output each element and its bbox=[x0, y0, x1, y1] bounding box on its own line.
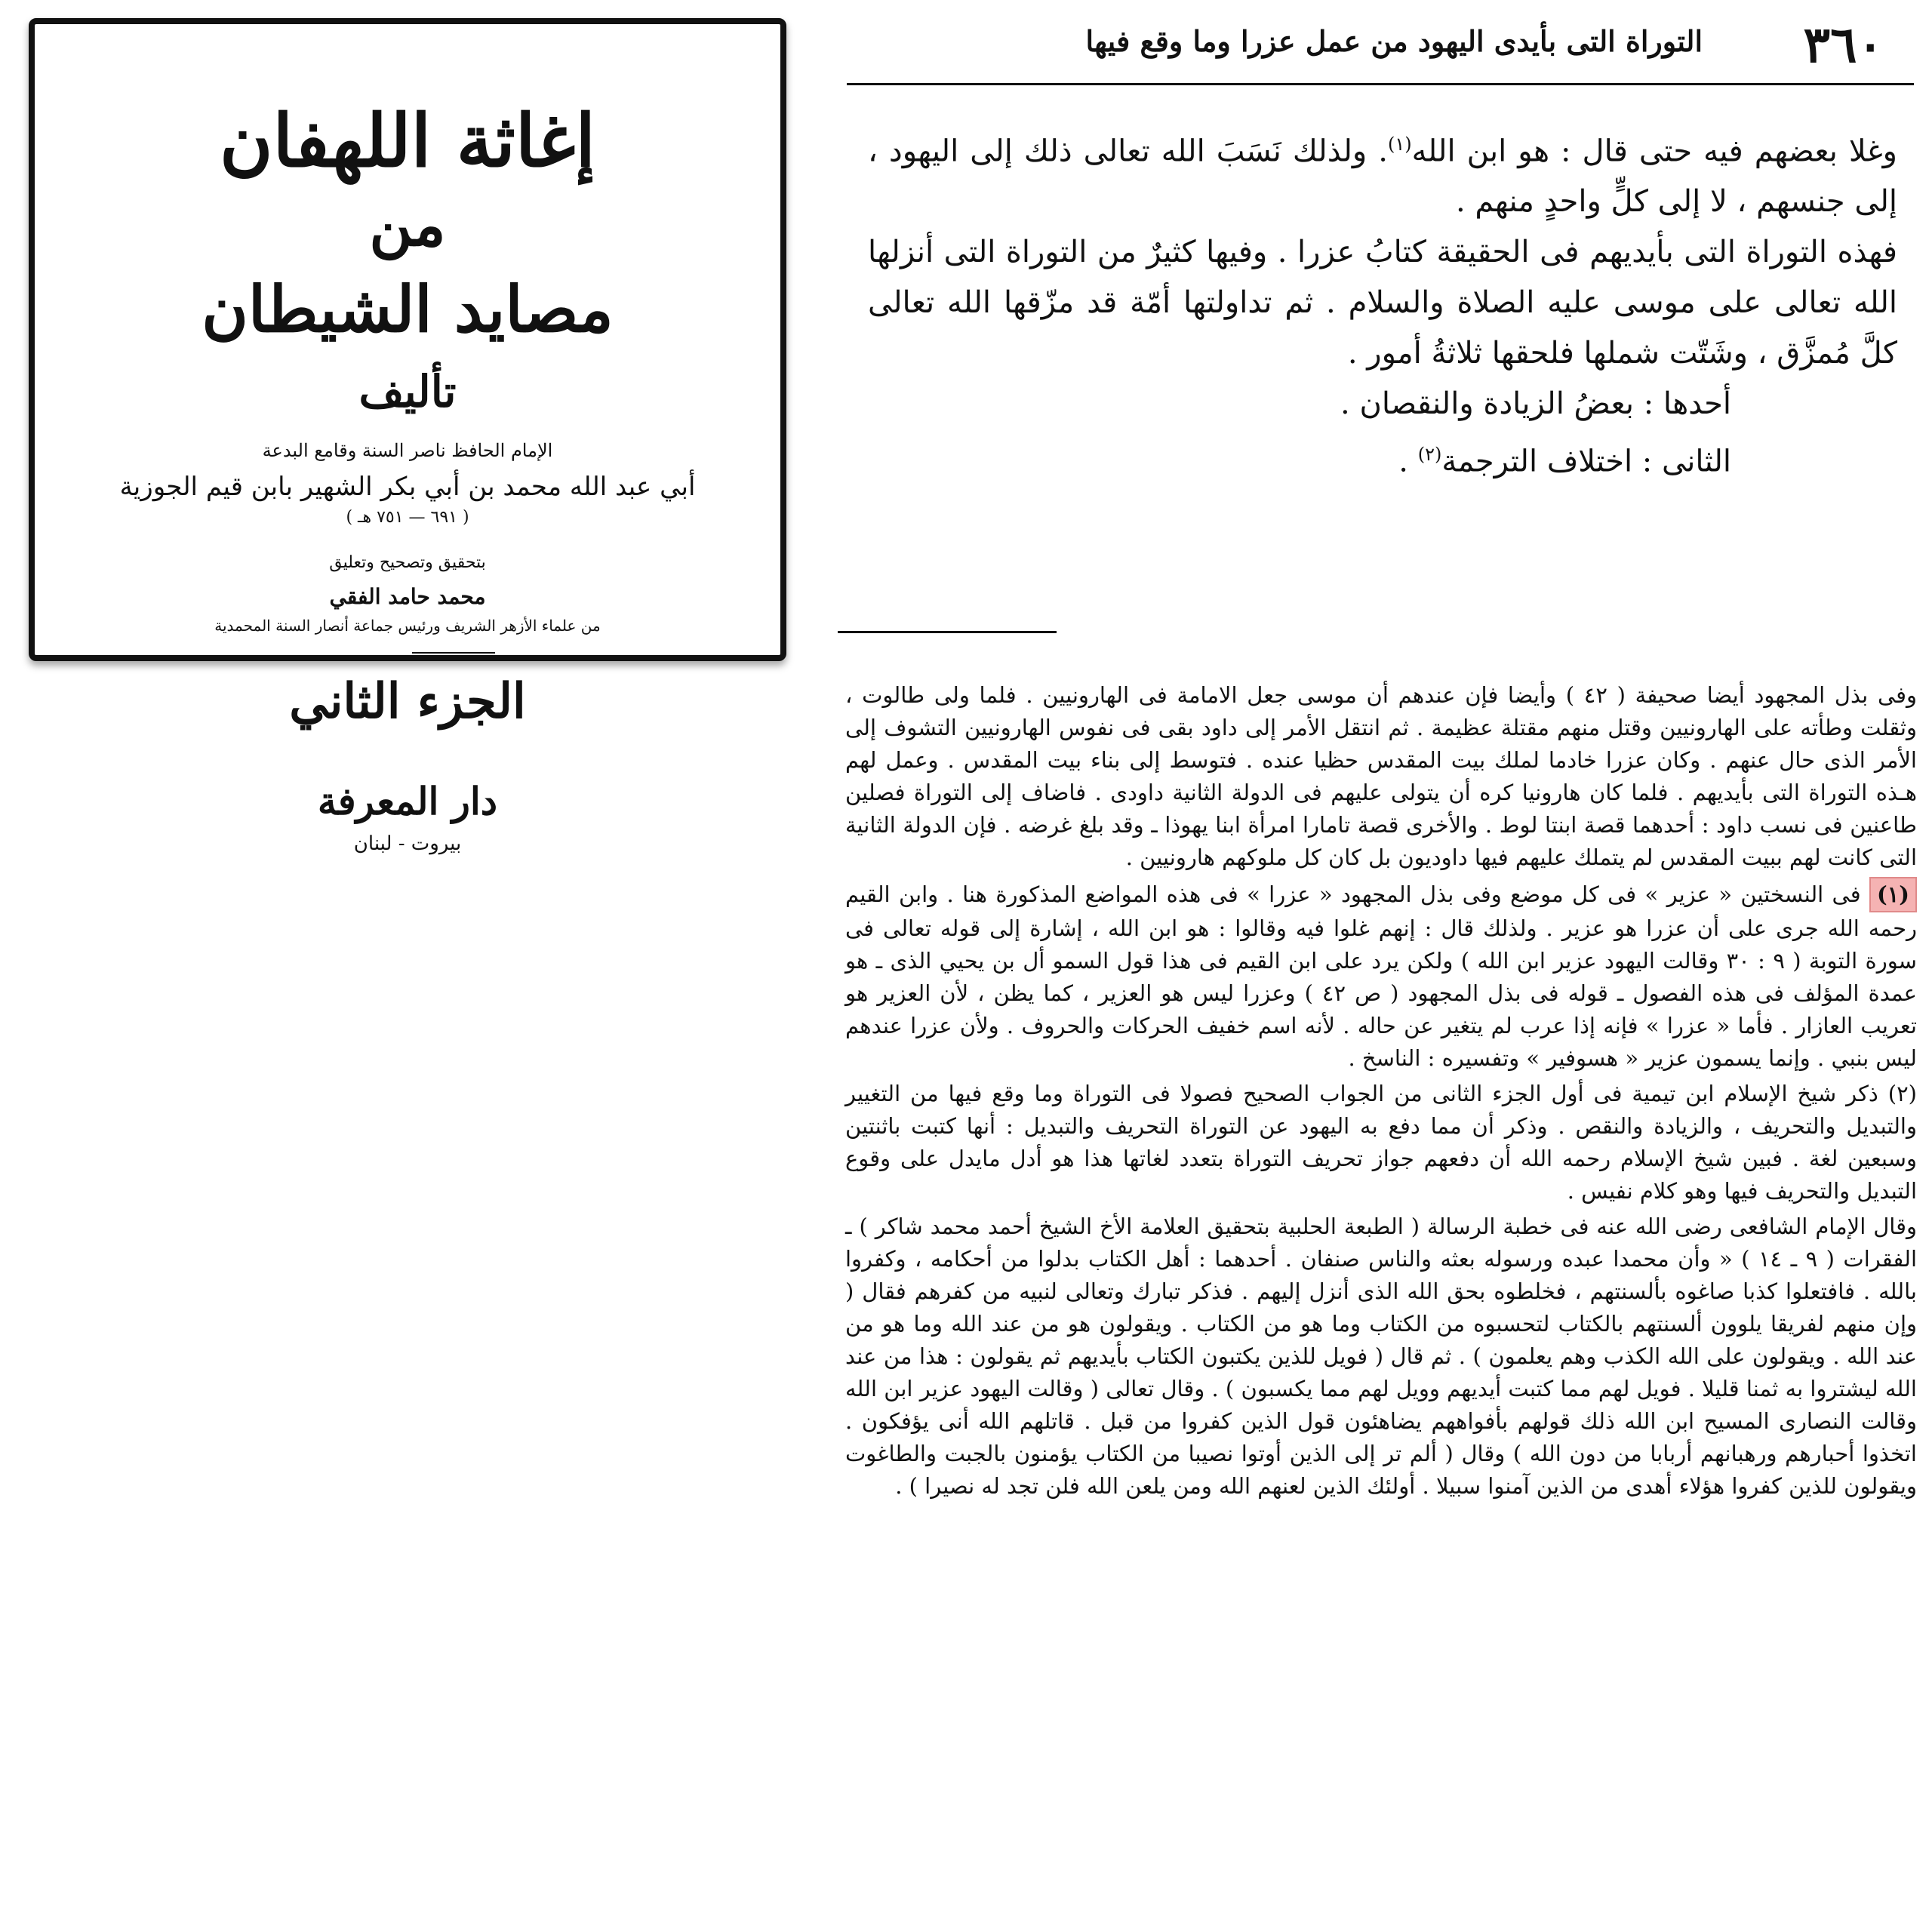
header-rule bbox=[847, 83, 1914, 85]
footnote-ref-1[interactable]: (١) bbox=[1387, 134, 1412, 155]
cover-authored-by: تأليف bbox=[358, 366, 457, 417]
cover-imam-epithet: الإمام الحافظ ناصر السنة وقامع البدعة bbox=[262, 440, 553, 461]
cover-part: الجزء الثاني bbox=[289, 673, 526, 730]
footnote-1-marker: (١) bbox=[1869, 877, 1917, 912]
cover-edited-by: بتحقيق وتصحيح وتعليق bbox=[329, 553, 486, 572]
cover-city: بيروت - لبنان bbox=[353, 832, 462, 855]
footnote-3: وقال الإمام الشافعى رضى الله عنه فى خطبة الرسالة ( الطبعة الحلبية بتحقيق العلامة الأخ الشيخ أحمد محمد شاكر ) ـ الفقرات ( ٩ ـ ١٤ ) « وأن محمدا عبده ورسوله بعثه والناس صنفان . أحدهما : أهل الكتاب بدلوا من أحكامه ، وكفروا بالله . فافتعلوا كذبا صاغوه بألسنتهم ، فخلطوه بحق الله الذى أنزل إليهم . فذكر تبارك وتعالى لنبيه من كفرهم فقال ( وإن منهم لفريقا يلوون ألسنتهم بالكتاب لتحسبوه من الكتاب وما هو من الكتاب . ويقولون هو من عند الله وما هو من عند الله . ويقولون على الله الكذب وهم يعلمون ) . ثم قال ( فويل للذين يكتبون الكتاب بأيديهم ثم يقولون : هذا من عند الله ليشتروا به ثمنا قليلا . فويل لهم مما كتبت أيديهم وويل لهم مما يكسبون ) . وقال تعالى ( وقالت اليهود عزير ابن الله وقالت النصارى المسيح ابن الله ذلك قولهم بأفواههم يضاهئون قول الذين كفروا من قبل . قاتلهم الله أنى يؤفكون . اتخذوا أحبارهم ورهبانهم أربابا من دون الله ) وقال ( ألم تر إلى الذين أوتوا نصيبا من الكتاب يؤمنون بالجبت والطاغوت ويقولون للذين كفروا هؤلاء أهدى من الذين آمنوا سبيلا . أولئك الذين لعنهم الله ومن يلعن الله فلن تجد له نصيرا ) . bbox=[845, 1214, 1917, 1499]
main-paragraph-1 bbox=[868, 119, 1897, 227]
footnotes bbox=[845, 679, 1917, 1506]
footnote-ref-2[interactable]: (٢) bbox=[1417, 444, 1442, 466]
main-text bbox=[868, 119, 1897, 488]
cover-editor: محمد حامد الفقي bbox=[329, 584, 486, 609]
main-p1-text-end: . ولذلك نَسَبَ الله تعالى ذلك إلى اليهود ، إلى جنسهم ، لا إلى كلٍّ واحدٍ منهم . bbox=[868, 134, 1897, 220]
cover-editor-desc: من علماء الأزهر الشريف ورئيس جماعة أنصار السنة المحمدية bbox=[214, 617, 601, 635]
main-p1-text: وغلا بعضهم فيه حتى قال : هو ابن الله bbox=[1411, 134, 1897, 169]
main-item-1: أحدها : بعضُ الزيادة والنقصان . bbox=[1340, 386, 1731, 422]
main-p4-text: الثانى : اختلاف الترجمة bbox=[1441, 444, 1731, 479]
page-number: ٣٦٠ bbox=[1803, 15, 1884, 74]
main-p4-text-end: . bbox=[1398, 444, 1418, 479]
running-title: التوراة التى بأيدى اليهود من عمل عزرا وما وقع فيها bbox=[1085, 24, 1703, 58]
cover-dates: ( ٦٩١ — ٧٥١ هـ ) bbox=[346, 508, 469, 527]
cover-from: من bbox=[369, 191, 446, 260]
footnote-2: (٢) ذكر شيخ الإسلام ابن تيمية فى أول الجزء الثانى من الجواب الصحيح فصولا فى التوراة وما وقع فيها من التغيير والتبديل والتحريف ، والزيادة والنقص . وذكر أن مما دفع به اليهود عن التوراة التحريف والتبديل : أنها كتبت باثنتين وسبعين لغة . فبين شيخ الإسلام رحمه الله أن دفعهم جواز تحريف التوراة بتعدد لغاتها هذا هو أدل مايدل على وقوع التبديل والتحريف فيها وهو كلام نفيس . bbox=[845, 1081, 1917, 1204]
cover-author: أبي عبد الله محمد بن أبي بكر الشهير بابن قيم الجوزية bbox=[119, 472, 696, 502]
cover-divider bbox=[412, 652, 495, 654]
footnote-continuation: وفى بذل المجهود أيضا صحيفة ( ٤٢ ) وأيضا فإن عندهم أن موسى جعل الامامة فى الهارونيين . فلما ولى طالوت ، وثقلت وطأته على الهارونيين وقتل منهم مقتلة عظيمة . ثم انتقل الأمر إلى داود بقى فى نفوس الهارونيين التشوف إلى الأمر الذى حال عنهم . وكان عزرا خادما لملك بيت المقدس حظيا عنده . فتوسط إلى بناء بيت المقدس . وعمل لهم هـذه التوراة التى بأيديهم . فلما كان هارونيا كره أن يتولى عليهم فى الدولة الثانية داودى . فاضاف إلى التوراة فصلين طاعنين فى نسب داود : أحدهما قصة ابنتا لوط . والأخرى قصة تامارا امرأة ابنا يهوذا ـ وقد بلغ غرضه . فإن الدولة الثانية التى كانت لهم ببيت المقدس لم يتملك عليهم فيها داوديون بل كان كل ملوكهم هارونيين . bbox=[845, 682, 1917, 870]
cover-title: إغاثة اللهفان bbox=[220, 98, 595, 183]
book-page bbox=[838, 8, 1929, 1924]
main-item-2 bbox=[868, 429, 1897, 487]
main-paragraph-2: فهذه التوراة التى بأيديهم فى الحقيقة كتابُ عزرا . وفيها كثيرٌ من التوراة التى أنزلها الله تعالى على موسى عليه الصلاة والسلام . ثم تداولتها أمّة قد مزّقها الله تعالى كلَّ مُمزَّق ، وشَتّت شملها فلحقها ثلاثةُ أمور . bbox=[868, 235, 1898, 371]
footnote-rule bbox=[838, 631, 1057, 633]
footnote-1 bbox=[845, 877, 1917, 1075]
cover-publisher: دار المعرفة bbox=[317, 779, 498, 823]
cover-subtitle: مصايد الشيطان bbox=[202, 272, 614, 346]
book-cover bbox=[29, 18, 786, 855]
footnote-1-text: فى النسختين « عزير » فى كل موضع وفى بذل المجهود « عزرا » فى هذه المواضع المذكورة هنا . وابن القيم رحمه الله جرى على أن عزرا هو عزير . ولذلك قال : إنهم غلوا فيه وقالوا : هو ابن الله ، إشارة إلى قوله تعالى فى سورة التوبة ( ٩ : ٣٠ وقالت اليهود عزير ابن الله ) ولكن يرد على ابن القيم فى هذا قول السمو أل بن يحيي الذى ـ هو عمدة المؤلف فى هذه الفصول ـ قوله فى بذل المجهود ( ص ٤٢ ) وعزرا ليس هو العزير ، كما يظن ، لأن العزير هو تعريب العازار . فأما « عزرا » فإنه إذا عرب لم يتغير عن حاله . لأنه اسم خفيف الحركات والحروف . ولأن عزرا عندهم ليس بنبي . وإنما يسمون عزير « هسوفير » وتفسيره : الناسخ . bbox=[845, 881, 1917, 1071]
page-header bbox=[847, 8, 1929, 80]
